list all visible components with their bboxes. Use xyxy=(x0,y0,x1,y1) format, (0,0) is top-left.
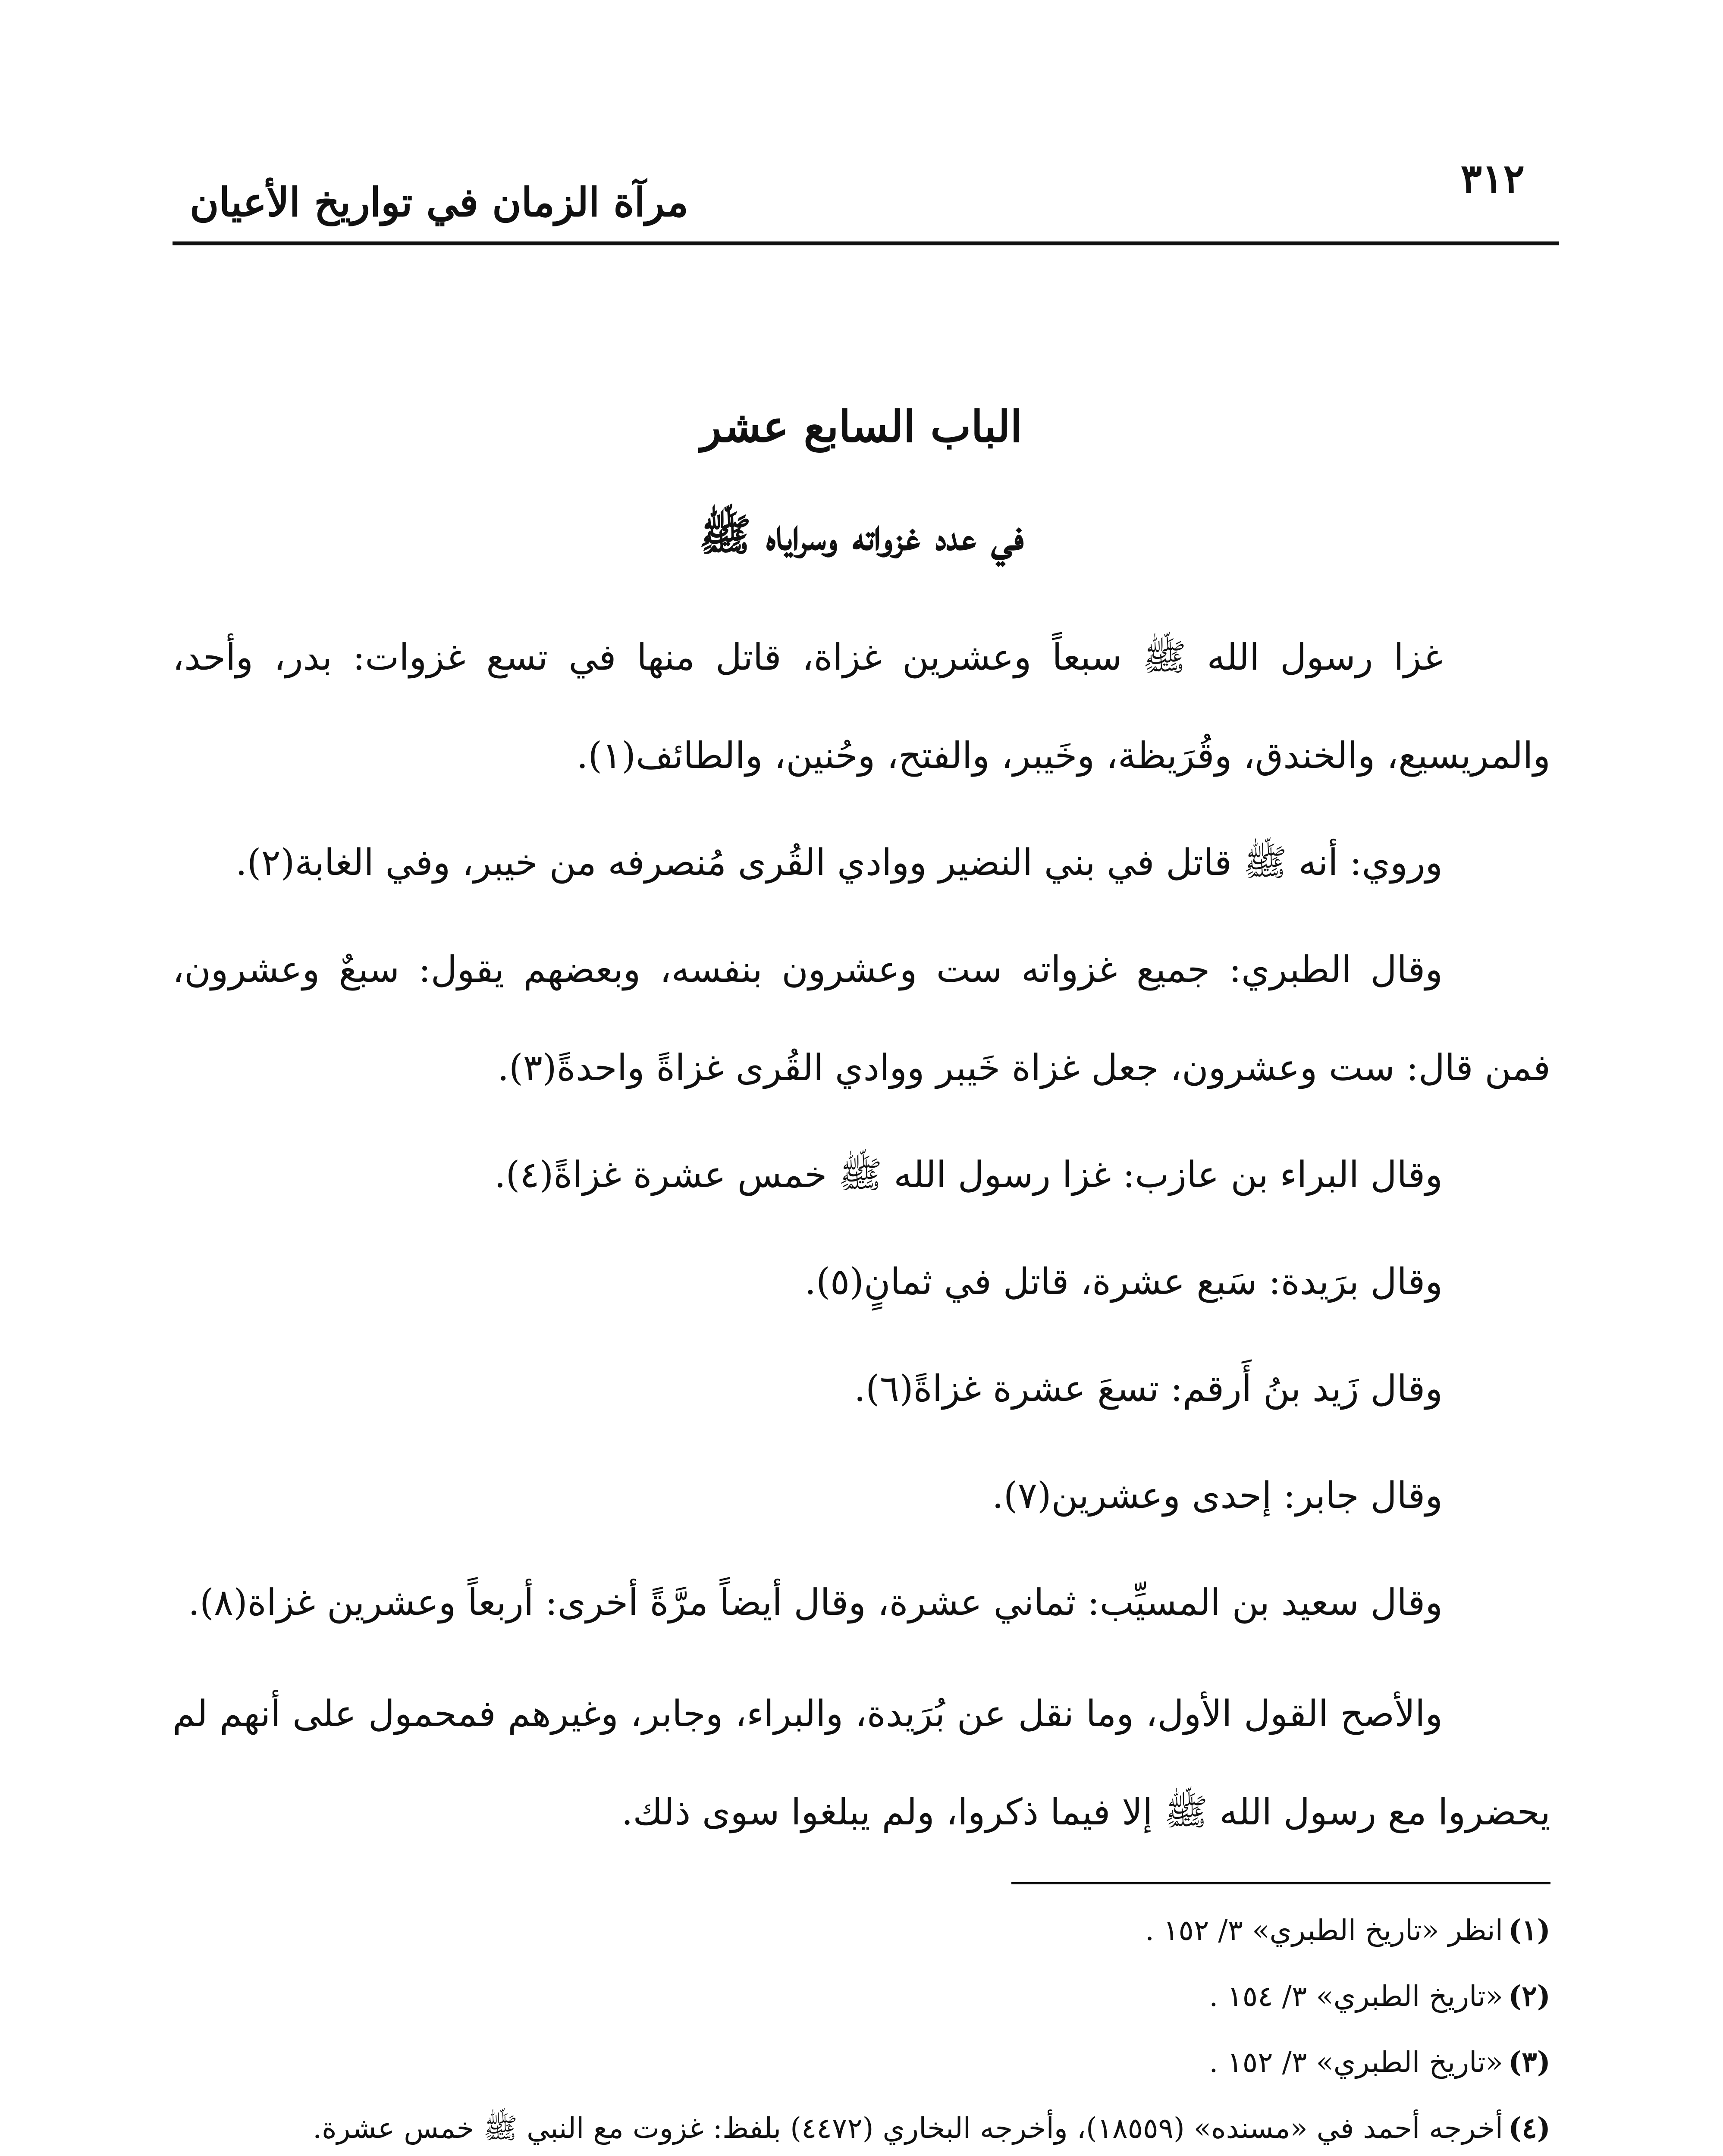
footnote xyxy=(181,1963,1550,2029)
footnote xyxy=(181,1897,1550,1963)
footnote-text: «تاريخ الطبري» ٣/ ١٥٤ . xyxy=(1209,1980,1503,2013)
body-text xyxy=(173,608,1550,1870)
footnote-number: (٤) xyxy=(1508,2111,1550,2145)
header-rule xyxy=(173,241,1559,245)
chapter-subtitle: في عدد غزواته وسراياه ﷺ xyxy=(699,509,1024,560)
footnote-number: (٢) xyxy=(1508,1979,1550,2013)
footnotes xyxy=(181,1897,1550,2156)
footnote-number: (٣) xyxy=(1508,2045,1550,2079)
paragraph: وروي: أنه ﷺ قاتل في بني النضير ووادي القُرى مُنصرفه من خيبر، وفي الغابة(٢). xyxy=(235,841,1443,884)
paragraph: وقال زَيد بنُ أَرقم: تسعَ عشرة غزاةً(٦). xyxy=(854,1367,1443,1410)
paragraph: والأصح القول الأول، وما نقل عن بُرَيدة، والبراء، وجابر، وغيرهم فمحمول على أنهم لم يحضروا مع رسول الله ﷺ إلا فيما ذكروا، ولم يبلغوا سوى ذلك. xyxy=(173,1692,1550,1833)
footnote-number: (١) xyxy=(1508,1913,1550,1947)
footnote-text: «تاريخ الطبري» ٣/ ١٥٢ . xyxy=(1209,2046,1503,2079)
footnote-text: أخرجه أحمد في «مسنده» (١٨٥٥٩)، وأخرجه البخاري (٤٤٧٢) بلفظ: غزوت مع النبي ﷺ خمس عشرة. xyxy=(313,2112,1503,2145)
chapter-title: الباب السابع عشر xyxy=(700,401,1023,452)
footnote-rule xyxy=(1011,1882,1550,1884)
paragraph: وقال الطبري: جميع غزواته ست وعشرون بنفسه، وبعضهم يقول: سبعٌ وعشرون، فمن قال: ست وعشرون، جعل غزاة خَيبر ووادي القُرى غزاةً واحدةً(٣). xyxy=(173,948,1550,1089)
book-title: مرآة الزمان في تواريخ الأعيان xyxy=(190,179,689,226)
footnote xyxy=(181,2029,1550,2095)
running-head xyxy=(190,155,1542,241)
footnote xyxy=(181,2095,1550,2156)
paragraph: وقال برَيدة: سَبع عشرة، قاتل في ثمانٍ(٥). xyxy=(804,1260,1443,1303)
paragraph: وقال البراء بن عازب: غزا رسول الله ﷺ خمس عشرة غزاةً(٤). xyxy=(494,1153,1443,1196)
paragraph: وقال جابر: إحدى وعشرين(٧). xyxy=(992,1474,1443,1517)
footnote-text: انظر «تاريخ الطبري» ٣/ ١٥٢ . xyxy=(1145,1914,1503,1947)
paragraph: وقال سعيد بن المسيِّب: ثماني عشرة، وقال أيضاً مرَّةً أخرى: أربعاً وعشرين غزاة(٨). xyxy=(188,1581,1443,1623)
page-number: ٣١٢ xyxy=(1460,155,1525,202)
paragraph: غزا رسول الله ﷺ سبعاً وعشرين غزاة، قاتل منها في تسع غزوات: بدر، وأحد، والمريسيع، والخندق، وقُرَيظة، وخَيبر، والفتح، وحُنين، والطائف(١). xyxy=(173,636,1550,777)
